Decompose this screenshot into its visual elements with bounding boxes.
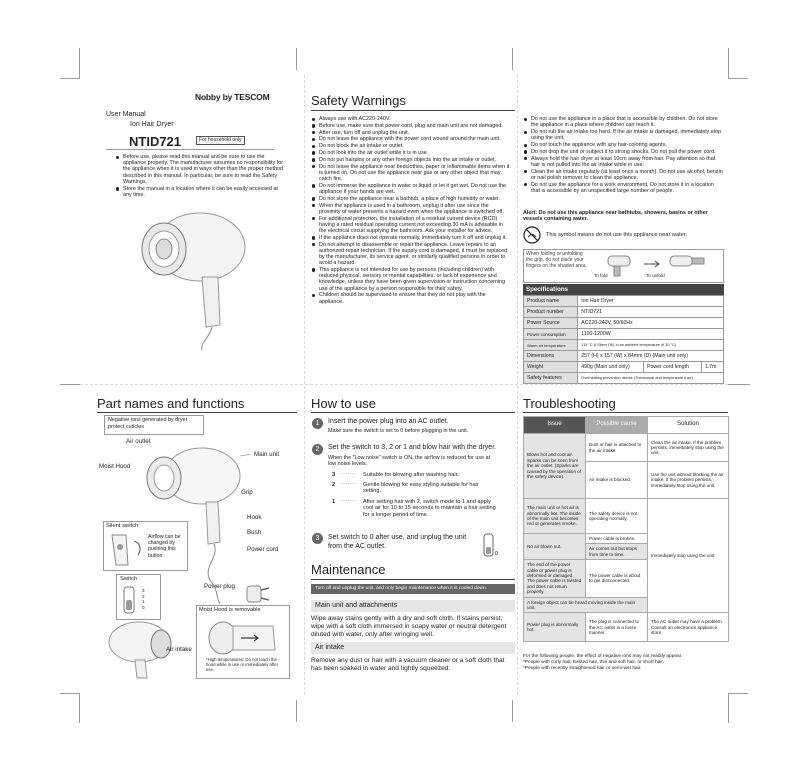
fold-line bbox=[304, 75, 305, 695]
spec-key: Power Source bbox=[524, 318, 578, 329]
label-bush: Bush bbox=[247, 529, 262, 536]
spec-key: Power cord length bbox=[644, 362, 702, 373]
footnote: *People with recently straightened hair or semi-wet hair. bbox=[523, 665, 642, 671]
manual-label: User Manual bbox=[106, 111, 146, 118]
crop-mark bbox=[512, 48, 513, 70]
safety-item: When the appliance is used in a bathroom, unplug it after use since the proximity of water presents a hazard even when the appliance is switched off. bbox=[311, 203, 511, 215]
spec-key: Warm air temperature bbox=[524, 340, 578, 351]
trouble-footnotes bbox=[523, 654, 728, 671]
spec-key: Dimensions bbox=[524, 351, 578, 362]
high-temp-note: *High temperatures: Do not touch the hood while in use or immediately after use. bbox=[206, 657, 279, 672]
safety-item: Do not leave the appliance near bedclothes, paper or inflammable items when it is turned on. Do not use the appliance near gas or any other object that may catch fire. bbox=[311, 164, 511, 183]
to-unfold-label: To unfold bbox=[646, 273, 665, 278]
safety-item: After use, turn off and unplug the unit. bbox=[311, 130, 511, 136]
switch-label: Switch bbox=[120, 576, 138, 582]
safety-item: Do not drop the unit or subject it to strong shocks. Do not pull the power cord. bbox=[523, 149, 723, 155]
trouble-row bbox=[524, 613, 729, 642]
trouble-issue: Air comes out but stops from time to time. bbox=[586, 544, 648, 560]
safety-item: For additional protection, the installation of a residual current device (RCD) having a rated residual operating current not exceeding 30 mA is advisable in the electrical circuit supplying the bathroom. Ask your installer for advice. bbox=[311, 216, 511, 235]
cover-note: Store the manual in a location where it can be easily accessed at any time. bbox=[115, 186, 285, 198]
trouble-issue: Blows hot and cool air. Sparks can be seen from the air outlet. (Sparks are caused by the operation of the safety device). bbox=[524, 434, 586, 499]
crop-mark bbox=[728, 693, 748, 694]
cover-notes bbox=[115, 154, 285, 199]
crop-mark bbox=[728, 78, 748, 79]
trouble-issue: The main unit or hot air is abnormally hot. The inside of the main unit becomes red or generates smoke. bbox=[524, 499, 586, 534]
spec-value: NTID721 bbox=[578, 307, 724, 318]
safety-item: If the appliance does not operate normally, immediately turn it off and unplug it. bbox=[311, 235, 511, 241]
crop-mark bbox=[728, 48, 729, 78]
trouble-rule bbox=[523, 412, 728, 413]
safety-item: Before use, make sure that power cord, plug and main unit are not damaged. bbox=[311, 123, 511, 129]
product-label: Ion Hair Dryer bbox=[130, 121, 174, 128]
safety-list-right bbox=[523, 116, 723, 195]
fold-note: When folding or unfolding the grip, do not place your fingers on the shaded area. bbox=[526, 251, 587, 269]
air-intake-heading: Air intake bbox=[311, 642, 515, 654]
step1-title: Insert the power plug into an AC outlet. bbox=[328, 418, 449, 425]
spec-row bbox=[524, 329, 724, 340]
switch-slider-icon[interactable] bbox=[122, 586, 136, 614]
step2-title: Set the switch to 3, 2 or 1 and blow hair with the dryer. bbox=[328, 444, 497, 451]
spec-key: Safety features bbox=[524, 373, 578, 384]
specs-table bbox=[523, 295, 724, 384]
spec-key: Product number bbox=[524, 307, 578, 318]
trouble-row bbox=[524, 434, 729, 462]
trouble-table bbox=[523, 416, 729, 642]
main-unit-heading: Main unit and attachments bbox=[311, 600, 515, 612]
safety-item: This appliance is not intended for use by persons (including children) with reduced physical, sensory or mental capabilities, or lack of experience and knowledge, unless they have been given supervision or instruction concerning use of the appliance by a person responsible for their safety. bbox=[311, 267, 511, 292]
maintenance-rule bbox=[311, 579, 515, 580]
trouble-issue: No air blown out. bbox=[524, 534, 586, 560]
household-tag: For household only bbox=[196, 136, 245, 145]
switch-marks bbox=[142, 588, 148, 610]
spec-row bbox=[524, 318, 724, 329]
silent-switch-illustration bbox=[106, 531, 146, 567]
header-cause: Possible cause bbox=[586, 417, 648, 434]
crop-mark bbox=[728, 693, 729, 723]
mode-row: 3 ········· Suitable for blowing after washing hair. bbox=[328, 472, 498, 482]
crop-mark bbox=[60, 693, 80, 694]
header-solution: Solution bbox=[648, 417, 729, 434]
maintenance-title: Maintenance bbox=[311, 562, 386, 577]
safety-item: Do not immerse the appliance in water or liquid or let it get wet. Do not use the appliance if your hands are wet. bbox=[311, 183, 511, 195]
air-intake-illustration bbox=[103, 620, 173, 680]
trouble-solution: Immediately stop using the unit. bbox=[648, 499, 729, 613]
safety-item: Always use with AC220-240V. bbox=[311, 116, 511, 122]
trouble-cause: The power cable is about to get disconnected. bbox=[586, 560, 648, 597]
spec-value: Overheating prevention device (Thermostat and temperature fuse) bbox=[578, 373, 724, 384]
model-title: NTID721 bbox=[129, 134, 182, 149]
safety-item: Do not put hairpins or any other foreign objects into the air intake or outlet. bbox=[311, 157, 511, 163]
safety-item: Do not rub the air intake too hard. If the air intake is damaged, immediately stop using the unit. bbox=[523, 129, 723, 141]
safety-item: Do not leave the appliance with the power cord wound around the main unit. bbox=[311, 136, 511, 142]
spec-key: Power consumption bbox=[524, 329, 578, 340]
air-intake-text: Remove any dust or hair with a vacuum cleaner or a soft cloth that has been soaked in water and tightly squeezed. bbox=[311, 657, 505, 672]
crop-mark bbox=[728, 384, 750, 385]
spec-value: 1100-1200W bbox=[578, 329, 724, 340]
fold-line bbox=[80, 384, 728, 385]
label-main-unit: Main unit bbox=[254, 451, 280, 458]
trouble-solution: Use the unit without blocking the air intake. If the problem persists, immediately stop using the unit. bbox=[648, 462, 729, 499]
safety-title: Safety Warnings bbox=[311, 93, 406, 108]
howto-title: How to use bbox=[311, 396, 377, 411]
spec-value: AC220-240V, 50/60Hz bbox=[578, 318, 724, 329]
main-unit-text: Wipe away stains gently with a dry and soft cloth. If stains persist, wipe with a soft cloth immersed in soapy water or neutral detergent diluted with water, only after wringing well. bbox=[311, 615, 507, 638]
trouble-title: Troubleshooting bbox=[523, 396, 616, 411]
trouble-issue: The end of the power cable or power plug is deformed or damaged. The power cable is twisted and does not return properly. bbox=[524, 560, 586, 597]
safety-item: Do not store the appliance near a bathtub, a place of high humidity or water. bbox=[311, 196, 511, 202]
crop-mark bbox=[79, 693, 80, 723]
safety-item: Do not attempt to disassemble or repair the appliance. Leave repairs to an authorized repair technician. If the supply cord is damaged, it must be replaced by the manufacturer, its service agent, or similarly qualified persons in order to avoid a hazard. bbox=[311, 242, 511, 267]
to-fold-label: To fold bbox=[594, 273, 608, 278]
safety-item: Do not block the air intake or outlet. bbox=[311, 143, 511, 149]
trouble-cause: Air intake is blocked. bbox=[586, 462, 648, 499]
trouble-issue: A foreign object can be heard moving inside the main unit. bbox=[524, 597, 648, 613]
safety-list-left bbox=[311, 116, 511, 305]
hood-removal-illustration bbox=[203, 616, 283, 656]
mode-text: Gentle blowing for easy styling suitable for hair setting. bbox=[363, 482, 479, 495]
step-number-2: 2 bbox=[312, 444, 323, 455]
alert-text: Alert: Do not use this appliance near bathtubs, showers, basins or other vessels containing water. bbox=[523, 210, 708, 223]
maintenance-warning-bar: Turn off and unplug the unit, and only begin maintenance when it is cooled down. bbox=[311, 584, 515, 594]
svg-text:0: 0 bbox=[495, 551, 498, 557]
mode-text: After setting hair with 2, switch mode to 1 and apply cool air for 10 to 15 seconds to maintain a hair setting for a longer period of time. bbox=[363, 499, 496, 518]
spec-key: Weight bbox=[524, 362, 578, 373]
switch-off-icon bbox=[482, 533, 500, 559]
safety-item: Do not look into the air outlet while it is in use. bbox=[311, 150, 511, 156]
crop-mark bbox=[512, 700, 513, 722]
label-hook: Hook bbox=[247, 514, 262, 521]
cover-note: Before use, please read this manual and be sure to use the appliance properly. The manufacturer assumes no responsibility for the appliance when it is used in ways other than the proper method described in this manual. In particular, be sure to read the Safety Warnings. bbox=[115, 154, 285, 185]
mode-text: Suitable for blowing after washing hair. bbox=[363, 472, 459, 478]
switch-mark: 1 bbox=[142, 599, 145, 605]
trouble-row bbox=[524, 499, 729, 534]
label-air-intake: Air intake bbox=[166, 646, 192, 653]
spec-value: Ion Hair Dryer bbox=[578, 296, 724, 307]
trouble-cause: Dust or hair is attached to the air intake. bbox=[586, 434, 648, 462]
mode-number: 1 bbox=[332, 499, 336, 505]
step-number-1: 1 bbox=[312, 418, 323, 429]
crop-mark bbox=[60, 384, 82, 385]
switch-mark: 2 bbox=[142, 593, 145, 599]
parts-rule bbox=[97, 412, 297, 413]
spec-row bbox=[524, 351, 724, 362]
label-air-outlet: Air outlet bbox=[126, 438, 151, 445]
spec-row bbox=[524, 307, 724, 318]
crop-mark bbox=[296, 48, 297, 70]
trouble-header-row bbox=[524, 417, 729, 434]
mode-row: 1 ········· After setting hair with 2, switch mode to 1 and apply cool air for 10 to 15 seconds to maintain a hair setting for a longer period of time. bbox=[328, 499, 498, 523]
spec-value: 115 °C (I-Silent ON, in an ambient temperature of 30 °C) bbox=[578, 340, 724, 351]
symbol-note: This symbol means do not use this appliance near water. bbox=[546, 232, 687, 238]
spec-value: 490g (Main unit only) bbox=[578, 362, 644, 373]
crop-mark bbox=[79, 48, 80, 78]
safety-item: Do not use the appliance for a work environment. Do not store it in a location that is accessible by an unspecified large number of people. bbox=[523, 182, 723, 194]
safety-item: Always hold the hair dryer at least 10cm away from hair. Pay attention so that hair is not pulled into the air intake while in use. bbox=[523, 156, 723, 168]
step3-title: Set switch to 0 after use, and unplug the unit from the AC outlet. bbox=[328, 534, 467, 550]
crop-mark bbox=[60, 78, 80, 79]
mode-number: 2 bbox=[332, 482, 336, 488]
fold-line bbox=[517, 75, 518, 695]
label-power-cord: Power cord bbox=[247, 546, 279, 553]
step-number-3: 3 bbox=[312, 533, 323, 544]
crop-mark bbox=[296, 700, 297, 722]
silent-switch-label: Silent switch bbox=[106, 523, 139, 529]
hair-dryer-illustration bbox=[140, 205, 250, 350]
safety-rule bbox=[311, 110, 515, 111]
trouble-cause: Power cable is broken. bbox=[586, 534, 648, 544]
switch-mark: 3 bbox=[142, 588, 145, 593]
trouble-cause: The safety device is not operating normally. bbox=[586, 499, 648, 534]
cover-rule bbox=[106, 149, 274, 150]
safety-item: Clean the air intake regularly (at least once a month). Do not use alcohol, benzin or nail polish remover to clean the appliance. bbox=[523, 169, 723, 181]
silent-switch-text: Airflow can be changed by pushing this button bbox=[148, 534, 181, 559]
footnote: For the following people, the effect of negative ions may not readily appear. bbox=[523, 654, 683, 659]
header-issue: Issue bbox=[524, 417, 586, 434]
howto-rule bbox=[311, 412, 515, 413]
step2-note: When the "Low noise" switch is ON, the airflow is reduced for use at low noise levels. bbox=[328, 455, 491, 468]
safety-item: Children should be supervised to ensure that they do not play with the appliance. bbox=[311, 292, 511, 304]
label-moist-hood: Moist Hood bbox=[99, 463, 131, 470]
mode-list bbox=[328, 472, 498, 523]
spec-row bbox=[524, 373, 724, 384]
spec-row bbox=[524, 296, 724, 307]
trouble-solution: Clean the air intake. If the problem persists, immediately stop using the unit. bbox=[648, 434, 729, 462]
parts-title: Part names and functions bbox=[97, 396, 245, 411]
label-power-plug: Power plug bbox=[204, 583, 235, 590]
spec-value: 1.7m bbox=[701, 362, 723, 373]
footnote: *People with curly hair, twisted hair, thin and soft hair, or short hair. bbox=[523, 659, 665, 665]
no-water-icon bbox=[523, 226, 541, 244]
spec-key: Product name bbox=[524, 296, 578, 307]
label-grip: Grip bbox=[241, 489, 253, 496]
specs-title: Specifications bbox=[523, 284, 724, 295]
moist-removable-label: Moist Hood is removable bbox=[199, 607, 261, 613]
brand-logo: Nobby by TESCOM bbox=[195, 92, 270, 102]
switch-mark: 0 bbox=[142, 604, 145, 610]
mode-row: 2 ········· Gentle blowing for easy styling suitable for hair setting. bbox=[328, 482, 498, 499]
safety-item: Do not touch the appliance with any hair-coloring agents. bbox=[523, 142, 723, 148]
trouble-cause: The plug is connected to the AC outlet in a loose manner. bbox=[586, 613, 648, 642]
trouble-solution: The AC outlet may have a problem. Consult an electronics appliance store. bbox=[648, 613, 729, 642]
ions-note: Negative ions generated by dryer protect cuticles bbox=[108, 417, 188, 430]
safety-item: Do not use the appliance in a place that is accessible by children. Do not store the appliance in a place where children can reach it. bbox=[523, 116, 723, 128]
mode-number: 3 bbox=[332, 472, 336, 478]
step1-note: Make sure the switch is set to 0 before plugging in the unit. bbox=[328, 428, 469, 434]
trouble-issue: Power plug is abnormally hot. bbox=[524, 613, 586, 642]
spec-value: 257 (H) x 157 (W) x 84mm (D) (Main unit only) bbox=[578, 351, 724, 362]
spec-row bbox=[524, 362, 724, 373]
spec-row bbox=[524, 340, 724, 351]
